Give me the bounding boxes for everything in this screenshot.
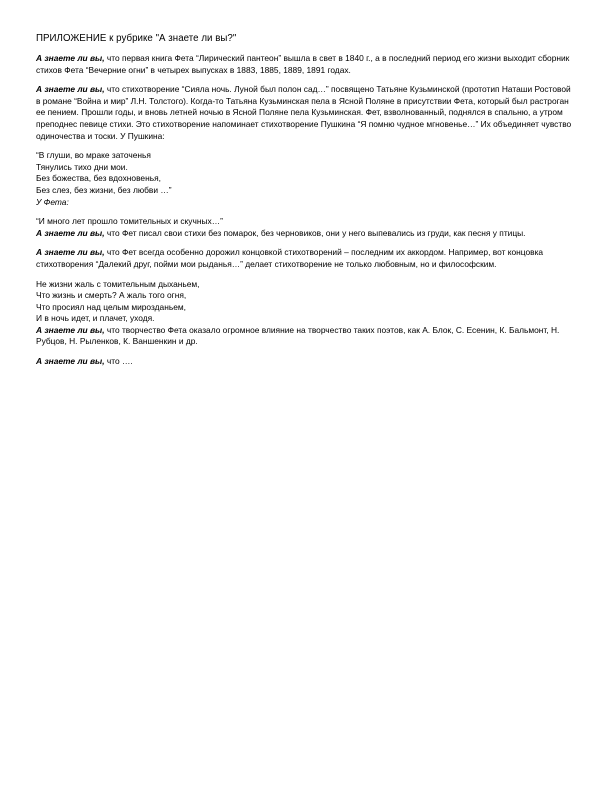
poem-line: Что жизнь и смерть? А жаль того огня,: [36, 290, 187, 301]
fact-influence: [36, 325, 576, 348]
fact-text: что первая книга Фета “Лирический пантеон” вышла в свет в 1840 г., а в последний период его жизни выходит сборник стихов Фета “Вечерние огни” в четырех выпусках в 1883, 1885, 1889, 1891 годах.: [36, 53, 570, 75]
fact-text: что творчество Фета оказало огромное влияние на творчество таких поэтов, как А. Блок, С. Есенин, К. Бальмонт, Н. Рубцов, Н. Рыленков, К. Ваншенкин и др.: [36, 324, 560, 347]
fact-text: что ….: [104, 356, 133, 367]
fact-open-ended: [36, 356, 576, 368]
poem-line: Что просиял над целым мирозданьем,: [36, 301, 186, 312]
poem-line: “В глуши, во мраке заточенья: [36, 150, 151, 161]
poem-line: Не жизни жаль с томительным дыханьем,: [36, 278, 200, 289]
lead-phrase: А знаете ли вы,: [36, 247, 105, 258]
fact-endings: [36, 247, 576, 270]
pushkin-quote: [36, 150, 576, 208]
ending-poem: [36, 279, 576, 325]
lead-phrase: А знаете ли вы,: [36, 227, 105, 238]
poem-line: Без слез, без жизни, без любви …”: [36, 184, 172, 195]
fet-label: У Фета:: [36, 196, 69, 207]
fact-text: что Фет всегда особенно дорожил концовкой стихотворений – последним их аккордом. Например, вот концовка стихотворения “Далекий друг, пойми мои рыданья…” делает стихотворение не только любовным, но и философским.: [36, 247, 544, 269]
fact-siyala-noch: [36, 84, 576, 142]
fact-no-drafts: [36, 228, 576, 240]
poem-line: Без божества, без вдохновенья,: [36, 173, 161, 184]
poem-line: И в ночь идет, и плачет, уходя.: [36, 313, 155, 324]
lead-phrase: А знаете ли вы,: [36, 53, 105, 63]
lead-phrase: А знаете ли вы,: [36, 356, 105, 367]
appendix-heading: ПРИЛОЖЕНИЕ к рубрике "А знаете ли вы?": [36, 33, 237, 44]
document-page: [36, 32, 576, 376]
poem-line: Тянулись тихо дни мои.: [36, 161, 128, 172]
lead-phrase: А знаете ли вы,: [36, 324, 105, 335]
fact-text: что Фет писал свои стихи без помарок, без черновиков, они у него выпевались из груди, как песня у птицы.: [104, 227, 526, 238]
lead-phrase: А знаете ли вы,: [36, 84, 105, 95]
fet-quote: “И много лет прошло томительных и скучных…”: [36, 216, 223, 227]
fact-first-book: [36, 53, 576, 76]
fact-text: что стихотворение “Сияла ночь. Луной был полон сад…” посвящено Татьяне Кузьминской (прототип Наташи Ростовой в романе “Война и мир” Л.Н. Толстого). Когда-то Татьяна Кузьминская пела в Ясной Поляне в присутствии Фета, который был растроган ее пением. Прошли годы, и вновь летней ночью в Ясной Поляне пела Кузьминская. Фет, взволнованный, поднялся в спальню, а утром преподнес певице стихи. Это стихотворение напоминает стихотворение Пушкина “Я помню чудное мгновенье…” Их объединяет чувство одиночества и тоски. У Пушкина:: [36, 84, 572, 141]
